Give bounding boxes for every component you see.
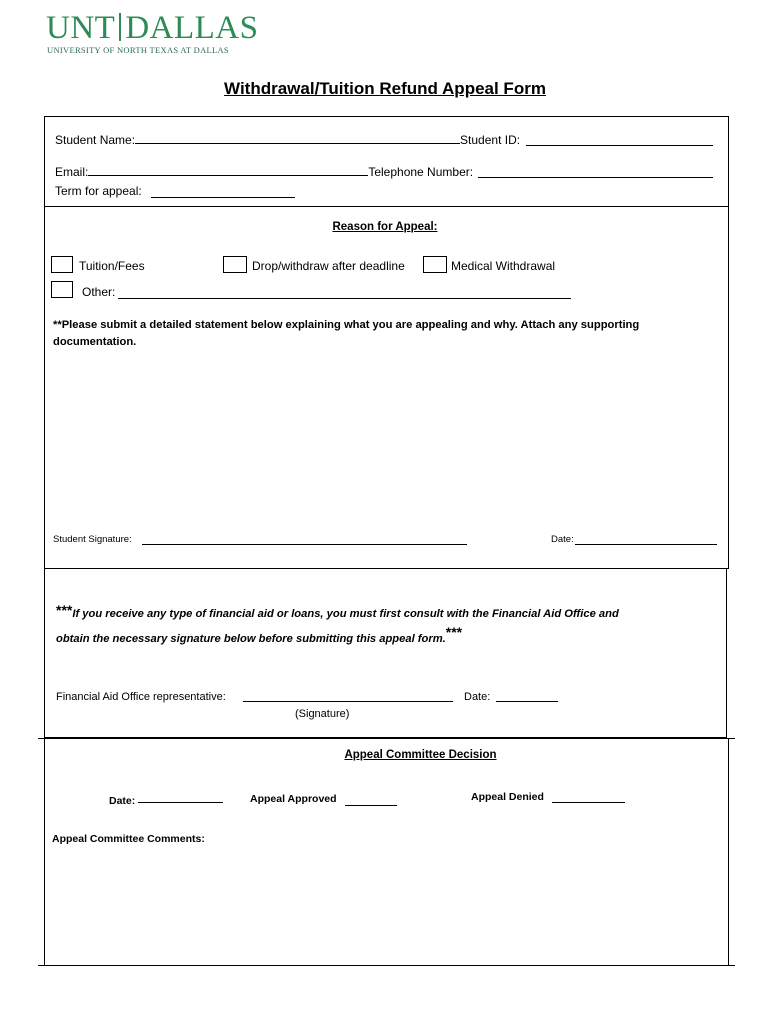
stars-open: *** — [56, 602, 73, 618]
student-id-field[interactable] — [526, 134, 713, 146]
student-info-section — [44, 116, 729, 207]
notice-line1-text: If you receive any type of financial aid or loans, you must first consult with the Financial Aid Office and — [72, 608, 619, 620]
term-field[interactable] — [151, 186, 295, 198]
fa-rep-label: Financial Aid Office representative: — [56, 691, 226, 703]
committee-bottom-rule — [38, 965, 735, 966]
student-name-label: Student Name: — [55, 133, 136, 147]
statement-area[interactable] — [50, 352, 720, 522]
committee-comments-area[interactable] — [50, 850, 720, 960]
stars-close: *** — [445, 624, 463, 640]
notice-line2-text: obtain the necessary signature below before submitting this appeal form. — [56, 633, 446, 645]
student-signature-field[interactable] — [142, 533, 467, 545]
logo-divider — [119, 13, 121, 41]
committee-date-label: Date: — [109, 795, 136, 807]
tuition-fees-label: Tuition/Fees — [79, 259, 145, 273]
term-row — [55, 184, 142, 198]
telephone-label: Telephone Number: — [368, 165, 474, 179]
logo-unt-text: UNT — [46, 10, 116, 46]
drop-withdraw-label: Drop/withdraw after deadline — [252, 259, 405, 273]
email-label: Email: — [55, 165, 89, 179]
unt-dallas-logo — [46, 12, 259, 45]
medical-withdrawal-checkbox[interactable] — [423, 256, 447, 273]
form-title: Withdrawal/Tuition Refund Appeal Form — [224, 79, 546, 98]
financial-aid-notice-line2 — [56, 625, 462, 646]
fa-rep-signature-field[interactable] — [243, 690, 453, 702]
student-date-field[interactable] — [575, 533, 717, 545]
term-label: Term for appeal: — [55, 184, 142, 198]
email-row — [55, 164, 473, 179]
appeal-approved-label: Appeal Approved — [250, 793, 337, 805]
other-checkbox[interactable] — [51, 281, 73, 298]
student-date-label: Date: — [551, 534, 574, 545]
reason-heading: Reason for Appeal: — [332, 221, 438, 233]
committee-comments-label: Appeal Committee Comments: — [52, 833, 205, 845]
other-field[interactable] — [118, 287, 571, 299]
tuition-fees-checkbox[interactable] — [51, 256, 73, 273]
student-signature-label: Student Signature: — [53, 534, 132, 545]
logo-subtitle: UNIVERSITY OF NORTH TEXAS AT DALLAS — [47, 45, 229, 55]
drop-withdraw-checkbox[interactable] — [223, 256, 247, 273]
instructions-text-cont: documentation. — [53, 336, 137, 348]
student-name-row — [55, 132, 520, 147]
financial-aid-section — [44, 568, 727, 738]
fa-date-label: Date: — [464, 691, 491, 703]
other-label: Other: — [82, 285, 116, 299]
telephone-field[interactable] — [478, 166, 713, 178]
financial-aid-notice-line1 — [56, 603, 619, 621]
student-name-field[interactable] — [135, 132, 460, 144]
committee-heading: Appeal Committee Decision — [344, 749, 497, 761]
appeal-denied-field[interactable] — [552, 791, 625, 803]
fa-date-field[interactable] — [496, 690, 558, 702]
appeal-approved-field[interactable] — [345, 794, 397, 806]
logo-dallas-text: DALLAS — [125, 10, 259, 46]
appeal-denied-label: Appeal Denied — [471, 791, 544, 803]
committee-date-field[interactable] — [138, 791, 223, 803]
email-field[interactable] — [88, 164, 368, 176]
fa-signature-caption: (Signature) — [295, 708, 350, 720]
student-id-label: Student ID: — [460, 133, 521, 147]
medical-withdrawal-label: Medical Withdrawal — [451, 259, 556, 273]
instructions-text: **Please submit a detailed statement below explaining what you are appealing and why. Attach any supporting — [53, 319, 640, 331]
